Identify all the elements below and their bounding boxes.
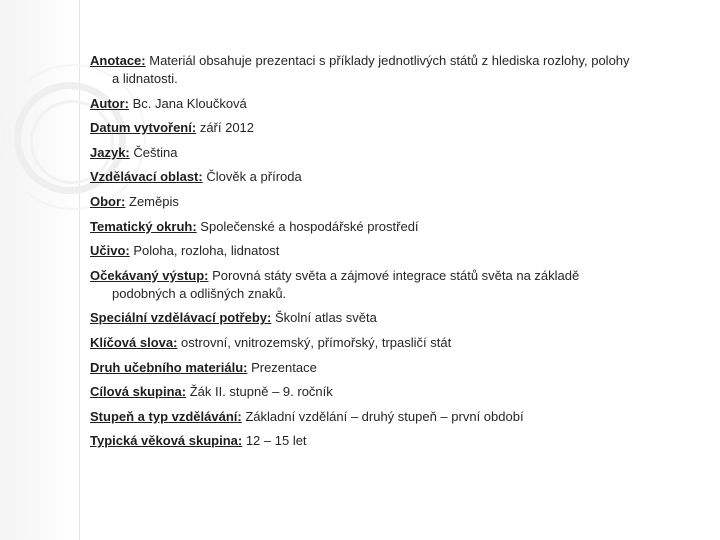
metadata-label: Datum vytvoření: [90, 120, 197, 136]
metadata-label: Tematický okruh: [90, 218, 197, 234]
metadata-item-vystup [90, 267, 690, 303]
metadata-label: Autor: [90, 95, 129, 111]
metadata-item-datum [90, 119, 690, 137]
metadata-item-klicova-slova [90, 334, 690, 352]
metadata-item-okruh [90, 218, 690, 236]
metadata-value: Poloha, rozloha, lidnatost [129, 243, 280, 259]
metadata-value: ostrovní, vnitrozemský, přímořský, trpasličí stát [177, 334, 452, 350]
metadata-value: Zeměpis [125, 193, 179, 209]
metadata-value: Člověk a příroda [202, 169, 302, 185]
metadata-item-potreby [90, 309, 690, 327]
metadata-item-obor [90, 193, 690, 211]
metadata-value-continuation: a lidnatosti. [112, 71, 178, 86]
metadata-label: Očekávaný výstup: [90, 267, 209, 283]
metadata-value: Prezentace [247, 359, 317, 375]
metadata-value: Čeština [129, 144, 178, 160]
metadata-item-oblast [90, 168, 690, 186]
metadata-label: Jazyk: [90, 144, 130, 160]
metadata-label: Typická věková skupina: [90, 433, 243, 449]
metadata-label: Cílová skupina: [90, 384, 187, 400]
metadata-item-jazyk [90, 144, 690, 162]
metadata-item-stupen [90, 408, 690, 426]
metadata-value: Porovná státy světa a zájmové integrace států světa na základě [208, 267, 580, 283]
metadata-list [90, 52, 690, 457]
metadata-item-anotace [90, 52, 690, 88]
metadata-item-autor [90, 95, 690, 113]
metadata-value: Materiál obsahuje prezentaci s příklady jednotlivých států z hlediska rozlohy, polohy [145, 53, 630, 68]
metadata-item-druh [90, 359, 690, 377]
metadata-value: 12 – 15 let [242, 433, 307, 449]
metadata-item-cilova-skupina [90, 383, 690, 401]
metadata-value: Bc. Jana Kloučková [129, 95, 247, 111]
metadata-value-continuation: podobných a odlišných znaků. [112, 285, 287, 301]
metadata-label: Anotace: [90, 53, 146, 68]
metadata-label: Obor: [90, 193, 126, 209]
metadata-label: Učivo: [90, 243, 130, 259]
metadata-value: Školní atlas světa [271, 310, 377, 326]
metadata-label: Speciální vzdělávací potřeby: [90, 310, 272, 326]
metadata-item-vekova-skupina [90, 432, 690, 450]
metadata-item-ucivo [90, 242, 690, 260]
metadata-label: Klíčová slova: [90, 334, 178, 350]
metadata-value: Základní vzdělání – druhý stupeň – první období [241, 408, 524, 424]
metadata-label: Vzdělávací oblast: [90, 169, 203, 185]
metadata-label: Stupeň a typ vzdělávání: [90, 408, 242, 424]
metadata-value: Společenské a hospodářské prostředí [196, 218, 419, 234]
metadata-value: Žák II. stupně – 9. ročník [186, 384, 333, 400]
metadata-label: Druh učebního materiálu: [90, 359, 248, 375]
metadata-value: září 2012 [196, 120, 255, 136]
